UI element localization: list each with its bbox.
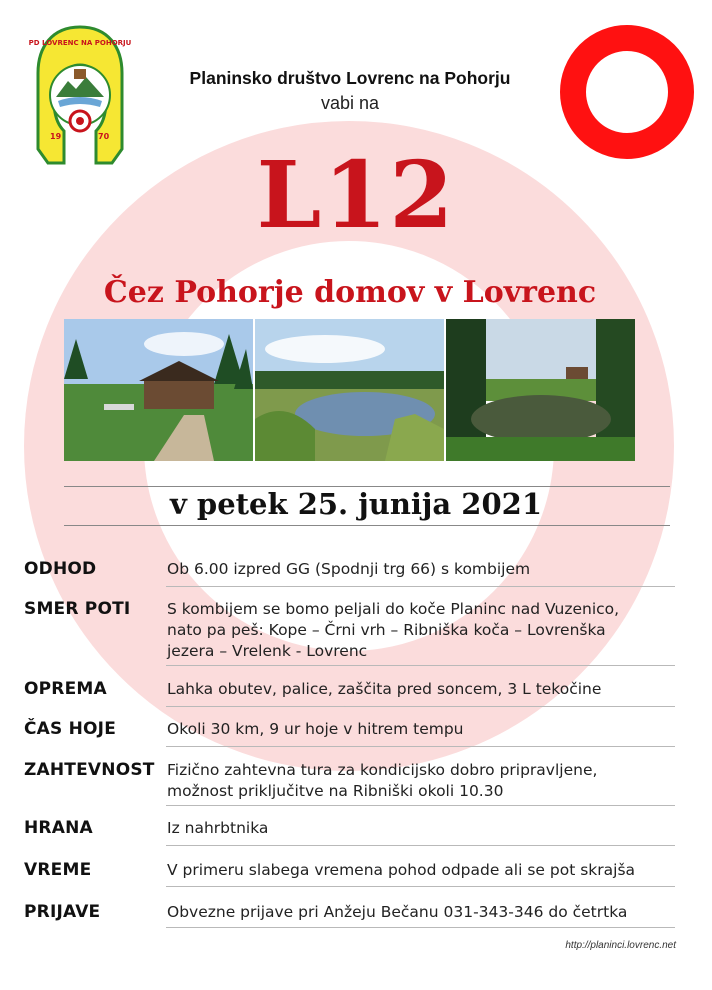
corner-target-icon [560,25,694,159]
detail-value [167,599,672,662]
mountain-hut-photo [64,319,253,461]
divider [166,746,675,747]
detail-value: Lahka obutev, palice, zaščita pred soncem, 3 L tekočine [167,680,602,698]
detail-label: VREME [24,860,92,880]
organization-name: Planinsko društvo Lovrenc na Pohorju [189,68,511,88]
detail-value-line: Fizično zahtevna tura za kondicijsko dobro pripravljene, [167,761,598,779]
detail-value: Obvezne prijave pri Anžeju Bečanu 031-343-346 do četrtka [167,903,628,921]
detail-value: Iz nahrbtnika [167,819,269,837]
event-title: Čez Pohorje domov v Lovrenc [103,275,597,310]
detail-label: ČAS HOJE [24,719,117,739]
detail-value: Ob 6.00 izpred GG (Spodnji trg 66) s kombijem [167,560,531,578]
event-code: L12 [256,141,456,249]
detail-value: V primeru slabega vremena pohod odpade ali se pot skrajša [167,861,636,879]
detail-label: ZAHTEVNOST [24,760,155,780]
divider [166,927,675,928]
divider [166,805,675,806]
forest-lake-photo [446,319,635,461]
event-date: v petek 25. junija 2021 [169,487,543,521]
detail-value: Okoli 30 km, 9 ur hoje v hitrem tempu [167,720,464,738]
date-divider-bottom [64,525,670,526]
detail-value-line: jezera – Vrelenk - Lovrenc [167,642,368,660]
svg-text:PD LOVRENC NA POHORJU: PD LOVRENC NA POHORJU [28,39,132,47]
detail-label: ODHOD [24,559,97,579]
photo-strip [64,319,635,461]
detail-label: HRANA [24,818,93,838]
detail-value [167,760,672,802]
bog-pond-photo [255,319,444,461]
invitation-text: vabi na [320,93,380,113]
detail-label: PRIJAVE [24,902,101,922]
website-link[interactable]: http://planinci.lovrenc.net [565,940,676,951]
divider [166,586,675,587]
detail-value-line: možnost priključitve na Ribniški okoli 10.30 [167,782,504,800]
divider [166,845,675,846]
divider [166,665,675,666]
detail-value-line: nato pa peš: Kope – Črni vrh – Ribniška koča – Lovrenška [167,621,606,639]
divider [166,706,675,707]
divider [166,886,675,887]
detail-label: SMER POTI [24,599,131,619]
svg-text:70: 70 [98,132,110,141]
detail-value-line: S kombijem se bomo peljali do koče Planinc nad Vuzenico, [167,600,620,618]
detail-label: OPREMA [24,679,107,699]
svg-text:19: 19 [50,132,62,141]
